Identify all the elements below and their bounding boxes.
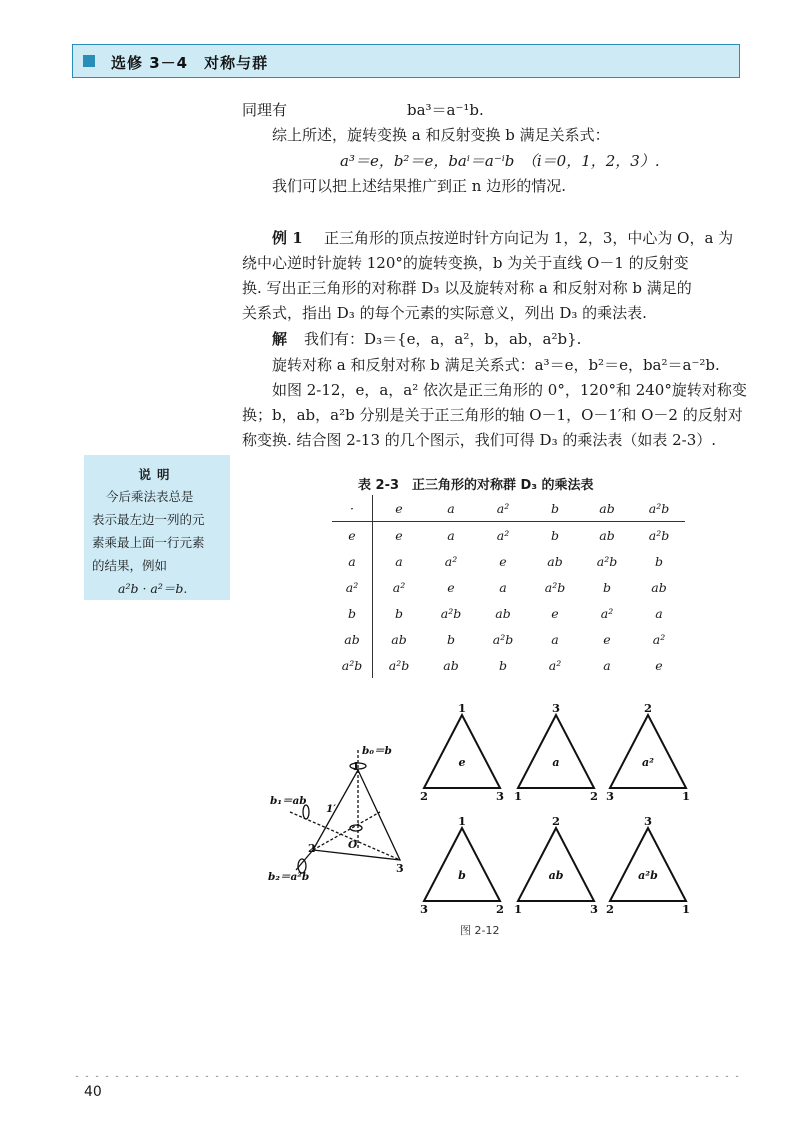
table-cell: b <box>394 605 403 621</box>
header-square-icon <box>83 55 95 67</box>
example-line: 正三角形的顶点按逆时针方向记为 1，2，3，中心为 O，a 为 <box>324 229 734 247</box>
figure-2-12 <box>268 700 708 920</box>
table-cell: a²b <box>544 579 566 595</box>
table-row <box>332 600 685 626</box>
vertex-label: 3 <box>496 789 505 803</box>
table-cell: e <box>447 579 455 595</box>
table-cell: a²b <box>648 527 670 543</box>
solution-line: 如图 2-12，e，a，a² 依次是正三角形的 0°，120°和 240°旋转对称变 <box>272 381 747 399</box>
table-row-header: a² <box>332 574 373 600</box>
table-row-header: ab <box>332 626 373 652</box>
table-cell: a²b <box>492 631 514 647</box>
table-row-header: e <box>332 522 373 549</box>
side-note-line: 表示最左边一列的元 <box>92 512 205 527</box>
table-header-cell: a <box>425 495 477 522</box>
triangle-a2 <box>610 715 686 788</box>
center-label: O <box>348 839 358 851</box>
triangle-b <box>424 828 500 901</box>
table-cell: ab <box>391 631 407 647</box>
table-cell: e <box>395 527 403 543</box>
table-header-cell: a² <box>477 495 529 522</box>
table-cell: ab <box>651 579 667 595</box>
table-cell: a <box>395 553 403 569</box>
example-label: 例 1 <box>272 229 303 247</box>
table-row-header: a²b <box>332 652 373 678</box>
vertex-label: 1 <box>514 902 523 916</box>
footer-dotted-rule <box>72 1075 740 1077</box>
table-cell: ab <box>495 605 511 621</box>
table-row-header: b <box>332 600 373 626</box>
table-row <box>332 522 685 549</box>
table-row <box>332 652 685 678</box>
table-header-cell: · <box>332 495 373 522</box>
vertex-label: 3 <box>606 789 615 803</box>
triangle-a2b <box>610 828 686 901</box>
vertex-label: 3 <box>552 701 561 715</box>
chapter-header-bar <box>72 44 740 78</box>
table-cell: e <box>551 605 559 621</box>
text-line: 我们可以把上述结果推广到正 n 边形的情况. <box>272 177 566 195</box>
triangle-e <box>424 715 500 788</box>
table-cell: b <box>550 527 559 543</box>
table-cell: a² <box>444 553 458 569</box>
example-line: 关系式，指出 D₃ 的每个元素的实际意义，列出 D₃ 的乘法表. <box>242 304 647 322</box>
table-cell: a²b <box>388 657 410 673</box>
table-cell: ab <box>547 553 563 569</box>
multiplication-table <box>332 495 685 678</box>
table-cell: a² <box>600 605 614 621</box>
side-note-box <box>84 455 230 600</box>
table-cell: a <box>551 631 559 647</box>
table-row-header: a <box>332 548 373 574</box>
table-caption: 表 2-3 正三角形的对称群 D₃ 的乘法表 <box>358 478 594 493</box>
solution-label: 解 <box>272 330 288 348</box>
rotation-axes-diagram <box>290 750 400 873</box>
solution-line: 旋转对称 a 和反射对称 b 满足关系式：a³＝e，b²＝e，ba²＝a⁻²b. <box>272 356 720 374</box>
rotation-arrow-icon <box>350 825 362 831</box>
axis-label-b2: b₂＝a²b <box>268 871 310 883</box>
triangle-label-a2b: a²b <box>638 869 658 882</box>
table-header-row <box>332 495 685 522</box>
triangle-label-e: e <box>458 756 466 769</box>
solution-line: 我们有：D₃＝{e，a，a²，b，ab，a²b}. <box>304 330 582 348</box>
table-cell: e <box>655 657 663 673</box>
vertex-prime-label: 1′ <box>326 803 337 815</box>
main-vertex-label: 1 <box>352 760 360 773</box>
table-cell: a <box>655 605 663 621</box>
table-header-cell: e <box>373 495 426 522</box>
figure-caption: 图 2-12 <box>460 924 500 937</box>
table-row <box>332 574 685 600</box>
main-vertex-label: 2 <box>308 842 316 855</box>
table-cell: a² <box>652 631 666 647</box>
vertex-label: 2 <box>590 789 599 803</box>
axis-label-b0: b₀＝b <box>362 745 392 757</box>
text-line: 综上所述，旋转变换 a 和反射变换 b 满足关系式： <box>272 126 610 144</box>
rotation-arrow-icon <box>303 805 309 819</box>
table-cell: b <box>602 579 611 595</box>
vertex-label: 1 <box>514 789 523 803</box>
side-note-line: 的结果，例如 <box>92 558 168 573</box>
vertex-label: 1 <box>682 902 691 916</box>
table-cell: b <box>446 631 455 647</box>
table-cell: ab <box>599 527 615 543</box>
triangle-label-a: a <box>552 756 560 769</box>
table-cell: b <box>498 657 507 673</box>
formula-line: a³＝e，b²＝e，baⁱ＝a⁻ⁱb （i＝0，1，2，3）. <box>340 152 660 170</box>
vertex-label: 1 <box>458 701 467 715</box>
solution-line: 称变换. 结合图 2-13 的几个图示，我们可得 D₃ 的乘法表（如表 2-3）. <box>242 431 717 449</box>
table-row <box>332 548 685 574</box>
main-vertex-label: 3 <box>396 862 404 875</box>
table-cell: b <box>654 553 663 569</box>
vertex-label: 1 <box>458 814 467 828</box>
vertex-label: 2 <box>420 789 429 803</box>
vertex-label: 3 <box>590 902 599 916</box>
table-cell: e <box>603 631 611 647</box>
triangle-a <box>518 715 594 788</box>
table-cell: a² <box>496 527 510 543</box>
table-cell: a <box>447 527 455 543</box>
example-line: 换. 写出正三角形的对称群 D₃ 以及旋转对称 a 和反射对称 b 满足的 <box>242 279 692 297</box>
table-cell: a <box>603 657 611 673</box>
table-cell: a <box>499 579 507 595</box>
axis-label-b1: b₁＝ab <box>270 795 307 807</box>
table-header-cell: ab <box>581 495 633 522</box>
table-cell: a²b <box>596 553 618 569</box>
text-line: 同理有 ba³＝a⁻¹b. <box>242 101 484 119</box>
chapter-title: 选修 3－4 对称与群 <box>111 54 269 72</box>
table-header-cell: b <box>529 495 581 522</box>
page-number: 40 <box>84 1084 102 1100</box>
triangle-label-ab: ab <box>548 869 564 882</box>
vertex-label: 3 <box>644 814 653 828</box>
vertex-label: 2 <box>552 814 561 828</box>
table-cell: e <box>499 553 507 569</box>
side-note-line: 今后乘法表总是 <box>106 489 194 504</box>
table-header-cell: a²b <box>633 495 685 522</box>
side-note-title: 说明 <box>138 467 176 482</box>
triangle-ab <box>518 828 594 901</box>
example-line: 绕中心逆时针旋转 120°的旋转变换，b 为关于直线 O－1 的反射变 <box>242 254 689 272</box>
vertex-label: 3 <box>420 902 429 916</box>
triangle-label-a2: a² <box>642 756 654 769</box>
table-cell: ab <box>443 657 459 673</box>
triangle-label-b: b <box>458 869 466 882</box>
side-note-formula: a²b · a²＝b. <box>118 581 188 596</box>
vertex-label: 2 <box>496 902 505 916</box>
vertex-label: 2 <box>606 902 615 916</box>
table-row <box>332 626 685 652</box>
solution-line: 换；b，ab，a²b 分别是关于正三角形的轴 O－1，O－1′和 O－2 的反射对 <box>242 406 743 424</box>
table-cell: a² <box>392 579 406 595</box>
table-cell: a² <box>548 657 562 673</box>
vertex-label: 1 <box>682 789 691 803</box>
side-note-line: 素乘最上面一行元素 <box>92 535 205 550</box>
table-cell: a²b <box>440 605 462 621</box>
vertex-label: 2 <box>644 701 653 715</box>
